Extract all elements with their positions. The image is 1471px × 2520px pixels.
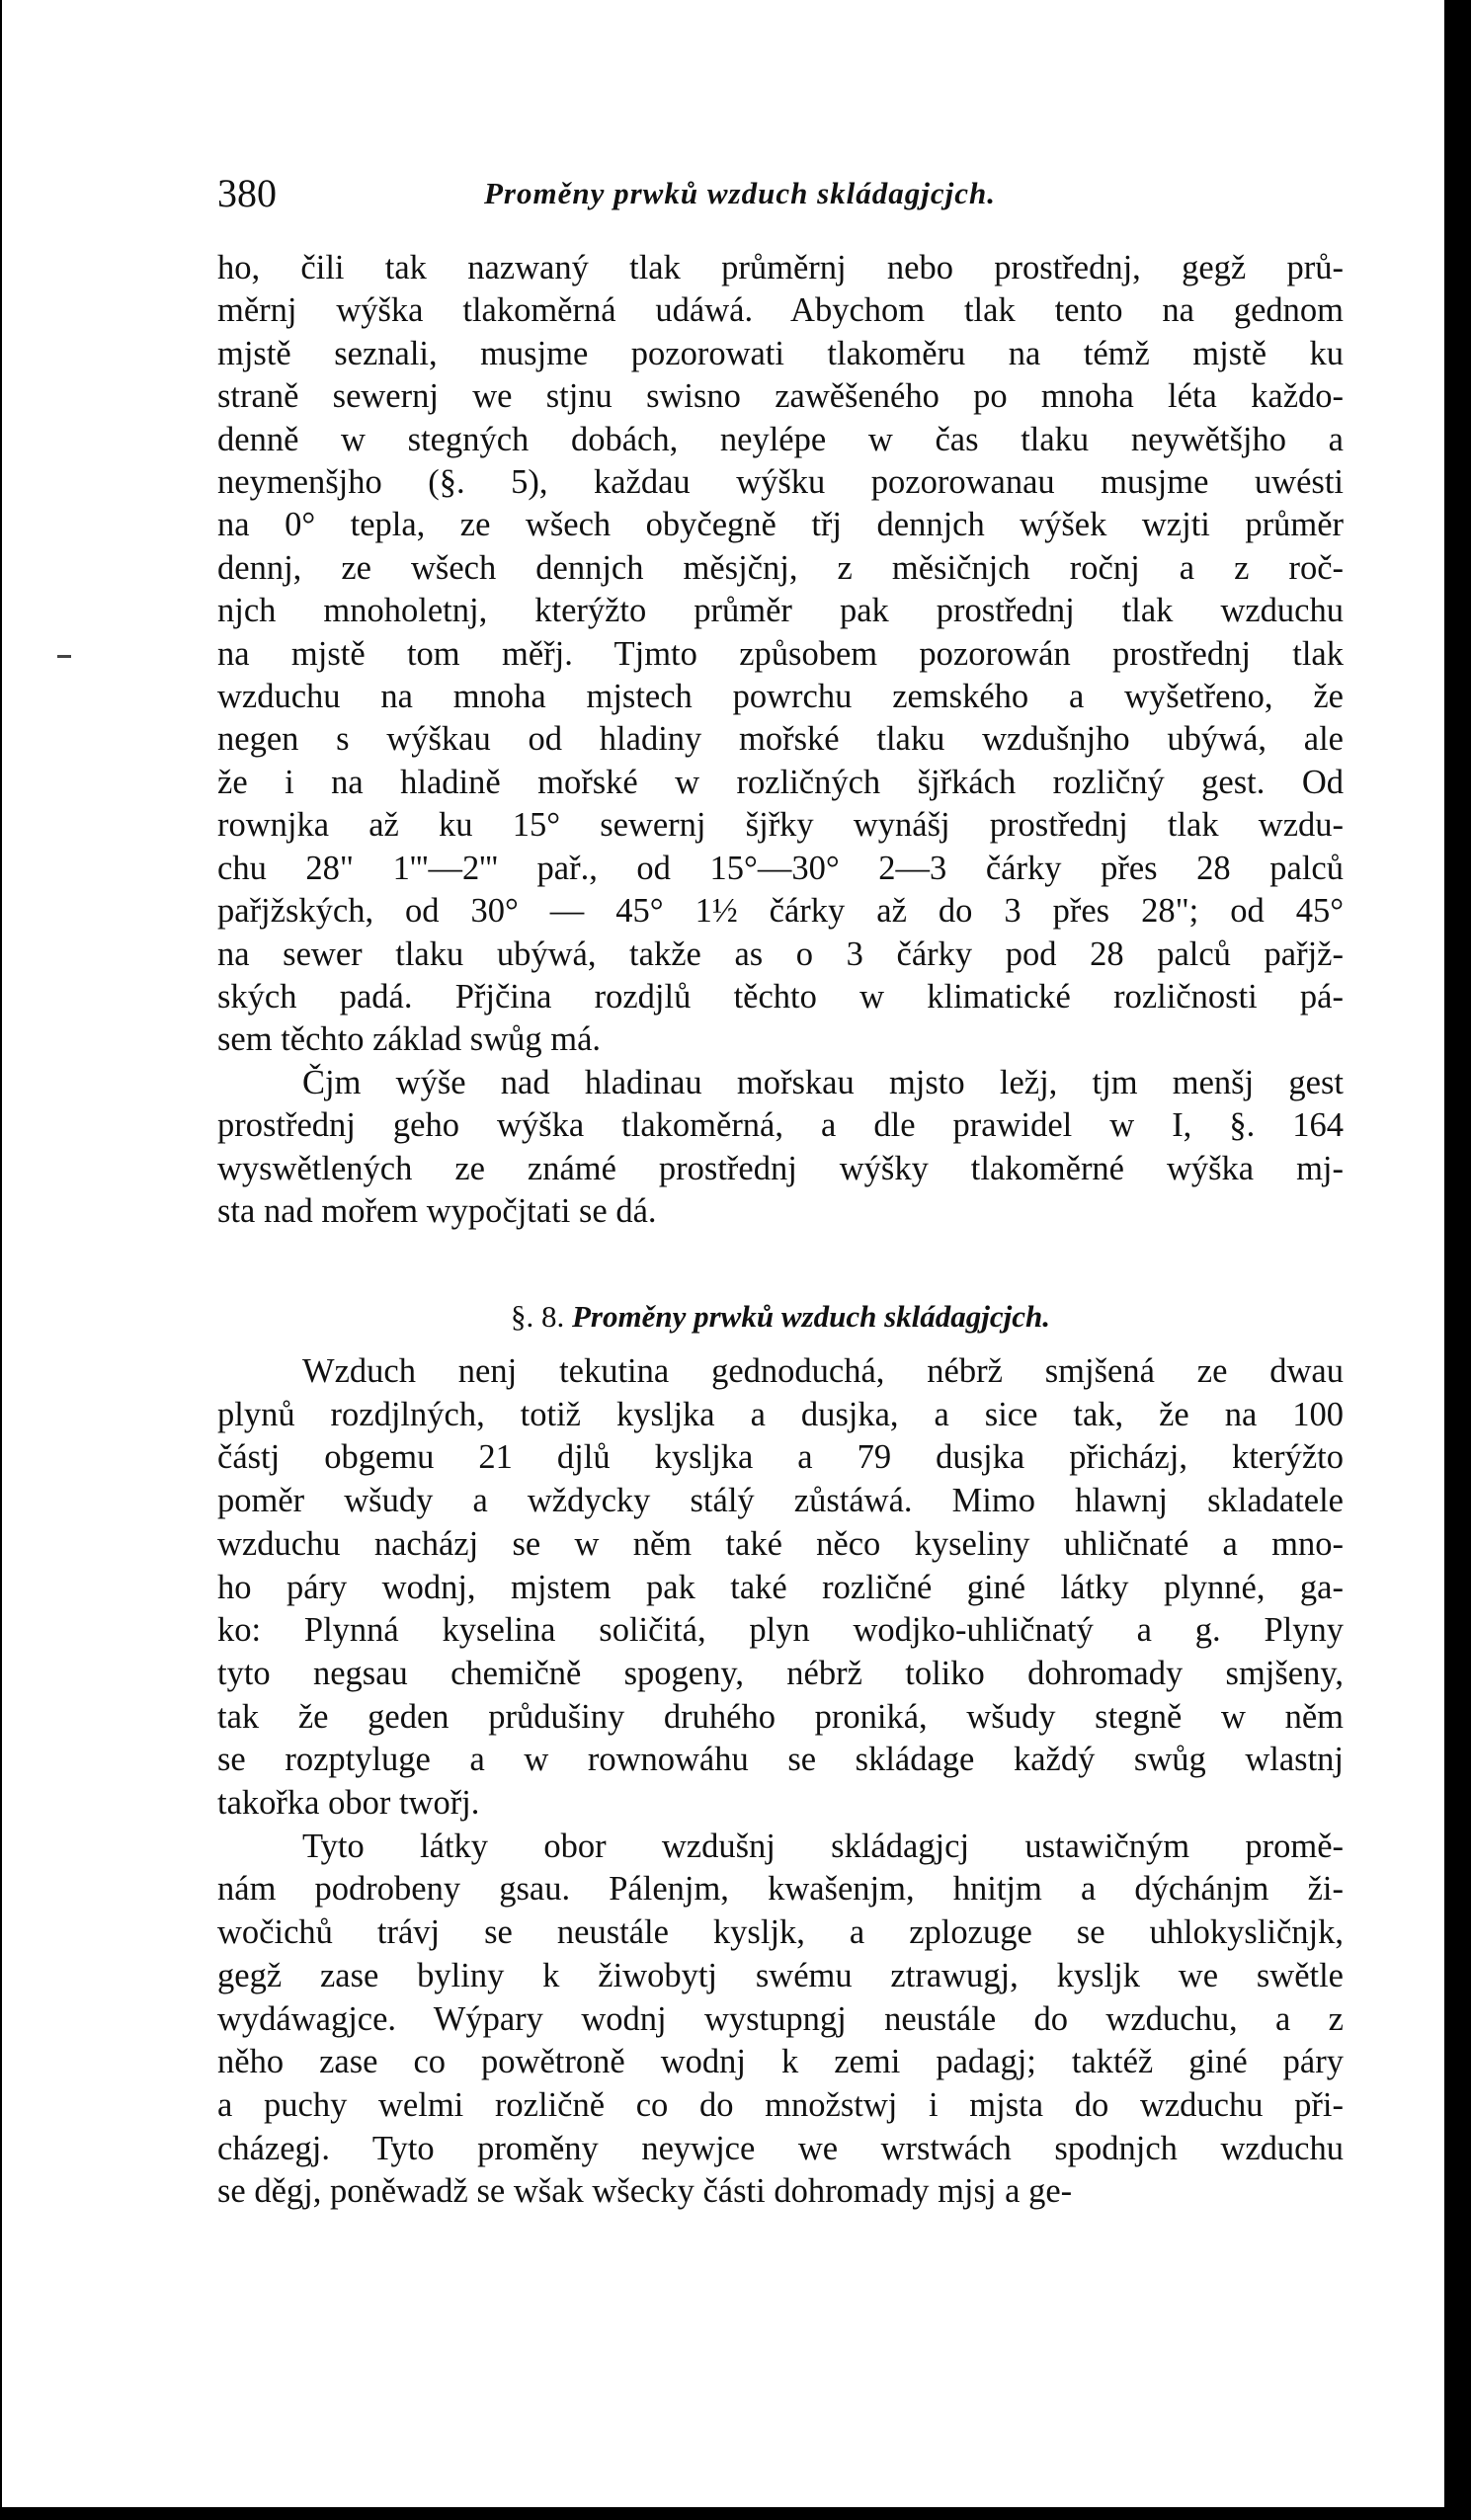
paragraph-3 [217,1350,1344,1826]
running-title: Proměny prwků wzduch skládagjcjch. [484,176,996,210]
text-line: takořka obor twořj. [217,1784,480,1823]
text-line: mjstě seznali, musjme pozorowati tlakoměru na témž mjstě ku [217,334,1344,372]
text-line: tyto negsau chemičně spogeny, nébrž toliko dohromady smjšeny, [217,1654,1344,1692]
text-block-bottom [217,1350,1344,2214]
text-line: na sewer tlaku ubýwá, takže as o 3 čárky pod 28 palců pařjž- [217,935,1344,973]
text-line: wydáwagjce. Wýpary wodnj wystupngj neustále do wzduchu, a z [217,1999,1344,2038]
paragraph-1 [217,247,1344,1062]
text-line: ho páry wodnj, mjstem pak také rozličné giné látky plynné, ga- [217,1568,1344,1606]
text-line: sta nad mořem wypočjtati se dá. [217,1191,657,1230]
text-line: na 0° tepla, ze wšech obyčegně třj dennjch wýšek wzjti průměr [217,506,1344,544]
section-title: Proměny prwků wzduch skládagjcjch. [572,1299,1050,1334]
page-header [217,170,1351,219]
text-line: njch mnoholetnj, kterýžto průměr pak prostřednj tlak wzduchu [217,592,1344,630]
section-number: §. 8. [511,1299,565,1334]
text-line: Čjm wýše nad hladinau mořskau mjsto ležj, tjm menšj gest [302,1063,1344,1101]
text-line: wyswětlených ze známé prostřednj wýšky tlakoměrné wýška mj- [217,1149,1344,1187]
text-line: ských padá. Přjčina rozdjlů těchto w klimatické rozličnosti pá- [217,977,1344,1016]
text-line: sem těchto základ swůg má. [217,1020,602,1059]
text-line: se děgj, poněwadž se wšak wšecky části dohromady mjsj a ge- [217,2172,1073,2211]
text-line: wzduchu nacházj se w něm také něco kyseliny uhličnaté a mno- [217,1524,1344,1563]
text-line: straně sewernj we stjnu swisno zawěšeného po mnoha léta každo- [217,377,1344,416]
text-line: neymenšjho (§. 5), každau wýšku pozorowanau musjme uwésti [217,463,1344,502]
section-heading [217,1299,1344,1335]
text-line: gegž zase byliny k žiwobytj swému ztrawugj, kysljk we swětle [217,1956,1344,1994]
text-line: rownjka až ku 15° sewernj šjřky wynášj prostřednj tlak wzdu- [217,806,1344,845]
text-line: že i na hladině mořské w rozličných šjřkách rozličný gest. Od [217,763,1344,801]
text-line: nám podrobeny gsau. Pálenjm, kwašenjm, hnitjm a dýchánjm ži- [217,1870,1344,1909]
text-line: Tyto látky obor wzdušnj skládagjcj ustawičným promě- [302,1827,1344,1865]
text-line: wzduchu na mnoha mjstech powrchu zemského a wyšetřeno, že [217,678,1344,716]
text-line: wočichů trávj se neustále kysljk, a zplozuge se uhlokysličnjk, [217,1913,1344,1952]
text-line: měrnj wýška tlakoměrná udáwá. Abychom tlak tento na gednom [217,291,1344,330]
text-line: ko: Plynná kyselina soličitá, plyn wodjko-uhličnatý a g. Plyny [217,1611,1344,1650]
text-line: plynů rozdjlných, totiž kyslјka a dusjka, a sice tak, že na 100 [217,1395,1344,1433]
text-line: pařjžských, od 30° — 45° 1½ čárky až do 3 přes 28"; od 45° [217,892,1344,931]
text-line: cházegj. Tyto proměny neywjce we wrstwách spodnjch wzduchu [217,2129,1344,2167]
text-line: a puchy welmi rozličně co do množstwj i mjsta do wzduchu při- [217,2085,1344,2124]
text-line: negen s wýškau od hladiny mořské tlaku wzdušnjho ubýwá, ale [217,720,1344,759]
text-line: něho zase co powětroně wodnj k zemi padagj; taktéž giné páry [217,2043,1344,2081]
text-line: prostřednj geho wýška tlakoměrná, a dle prawidel w I, §. 164 [217,1106,1344,1145]
text-line: poměr wšudy a wždycky stálý zůstáwá. Mimo hlawnj skladatele [217,1482,1344,1520]
text-block-top [217,247,1344,1233]
page-number: 380 [217,171,277,215]
paragraph-4 [217,1826,1344,2214]
paragraph-2 [217,1062,1344,1234]
text-line: denně w stegných dobách, neylépe w čas tlaku neywětšjho a [217,420,1344,458]
text-line: ho, čili tak nazwaný tlak průměrnj nebo prostřednj, gegž prů- [217,249,1344,286]
text-line: na mjstě tom měřj. Tjmto způsobem pozorowán prostřednj tlak [217,634,1344,673]
text-line: dennj, ze wšech dennjch měsjčnj, z měsičnjch ročnj a z roč- [217,548,1344,587]
text-line: chu 28" 1'''—2''' pař., od 15°—30° 2—3 čárky přes 28 palců [217,849,1344,887]
text-line: Wzduch nenj tekutina gednoduchá, nébrž smjšená ze dwau [302,1352,1344,1390]
text-line: tak že geden průdušiny druhého proniká, wšudy stegně w něm [217,1697,1344,1736]
scan-border-right [1444,0,1471,2520]
margin-mark [57,655,71,658]
text-line: částj obgemu 21 djlů kysljka a 79 dusjka přicházj, kterýžto [217,1438,1344,1477]
scan-border-bottom [0,2507,1471,2520]
text-line: se rozptyluge a w rownowáhu se skládage každý swůg wlastnj [217,1741,1344,1779]
